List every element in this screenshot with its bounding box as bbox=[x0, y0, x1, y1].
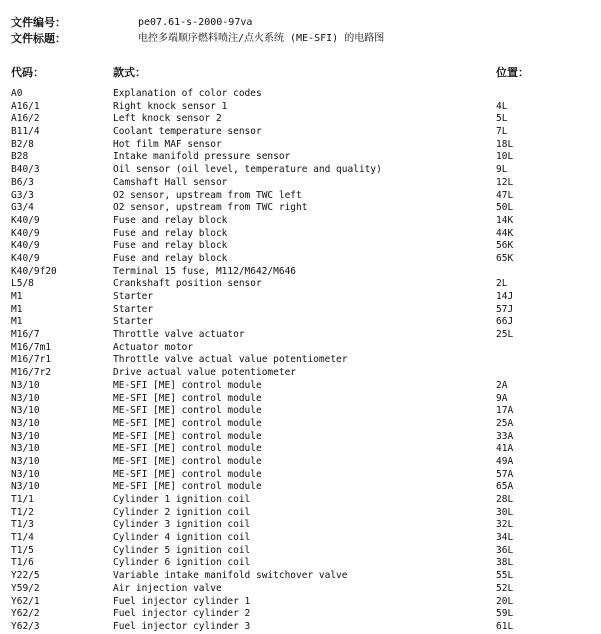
component-description: Actuator motor bbox=[113, 341, 194, 353]
component-position: 47L bbox=[496, 189, 514, 201]
component-description: O2 sensor, upstream from TWC right bbox=[113, 202, 308, 214]
component-description: Fuse and relay block bbox=[113, 214, 228, 226]
component-position: 57A bbox=[496, 468, 514, 480]
component-description: Crankshaft position sensor bbox=[113, 278, 262, 290]
component-description: ME-SFI [ME] control module bbox=[113, 443, 262, 455]
table-row bbox=[0, 545, 601, 558]
table-row bbox=[0, 151, 601, 164]
table-row bbox=[0, 608, 601, 621]
component-description: Starter bbox=[113, 316, 154, 328]
component-table bbox=[0, 88, 601, 634]
table-row bbox=[0, 393, 601, 406]
file-number-value: pe07.61-s-2000-97va bbox=[138, 17, 253, 28]
component-code: M1 bbox=[11, 291, 23, 302]
component-code: N3/10 bbox=[11, 392, 40, 404]
table-row bbox=[0, 456, 601, 469]
component-code: M1 bbox=[11, 303, 23, 315]
component-code: M16/7m1 bbox=[11, 341, 52, 353]
component-code: N3/10 bbox=[11, 481, 40, 493]
component-position: 66J bbox=[496, 316, 514, 328]
component-position: 65K bbox=[496, 252, 514, 264]
component-code: K40/9 bbox=[11, 227, 40, 239]
component-description: ME-SFI [ME] control module bbox=[113, 468, 262, 480]
component-description: Starter bbox=[113, 291, 154, 302]
table-row bbox=[0, 405, 601, 418]
component-code: T1/4 bbox=[11, 532, 34, 544]
component-position: 5L bbox=[496, 113, 508, 125]
table-row bbox=[0, 164, 601, 177]
component-position: 49A bbox=[496, 455, 514, 467]
component-description: ME-SFI [ME] control module bbox=[113, 392, 262, 404]
component-code: G3/4 bbox=[11, 202, 34, 214]
table-row bbox=[0, 557, 601, 570]
table-row bbox=[0, 304, 601, 317]
table-row bbox=[0, 329, 601, 342]
component-description: Starter bbox=[113, 303, 154, 315]
component-description: Camshaft Hall sensor bbox=[113, 176, 228, 188]
component-code: Y62/2 bbox=[11, 608, 40, 620]
component-position: 2L bbox=[496, 278, 508, 290]
component-position: 32L bbox=[496, 519, 514, 531]
component-description: ME-SFI [ME] control module bbox=[113, 430, 262, 442]
component-description: Oil sensor (oil level, temperature and quality) bbox=[113, 164, 382, 176]
component-code: G3/3 bbox=[11, 189, 34, 201]
component-description: Explanation of color codes bbox=[113, 88, 262, 99]
table-row bbox=[0, 342, 601, 355]
table-row bbox=[0, 532, 601, 545]
component-description: Intake manifold pressure sensor bbox=[113, 151, 291, 163]
component-description: Cylinder 1 ignition coil bbox=[113, 494, 251, 505]
component-description: ME-SFI [ME] control module bbox=[113, 417, 262, 429]
component-position: 57J bbox=[496, 303, 514, 315]
table-row bbox=[0, 202, 601, 215]
component-description: Throttle valve actual value potentiometer bbox=[113, 354, 348, 366]
component-description: ME-SFI [ME] control module bbox=[113, 455, 262, 467]
component-code: T1/3 bbox=[11, 519, 34, 531]
table-row bbox=[0, 101, 601, 114]
component-description: Cylinder 3 ignition coil bbox=[113, 519, 251, 531]
file-number-label: 文件编号： bbox=[11, 16, 66, 29]
component-position: 52L bbox=[496, 582, 514, 594]
component-position: 9A bbox=[496, 392, 508, 404]
table-row bbox=[0, 291, 601, 304]
component-position: 44K bbox=[496, 227, 514, 239]
component-description: Drive actual value potentiometer bbox=[113, 367, 297, 379]
table-row bbox=[0, 177, 601, 190]
component-position: 34L bbox=[496, 532, 514, 544]
component-description: ME-SFI [ME] control module bbox=[113, 405, 262, 417]
component-code: L5/8 bbox=[11, 278, 34, 290]
component-code: N3/10 bbox=[11, 430, 40, 442]
component-code: T1/6 bbox=[11, 557, 34, 569]
component-position: 56K bbox=[496, 240, 514, 252]
component-code: B40/3 bbox=[11, 164, 40, 176]
component-description: Coolant temperature sensor bbox=[113, 126, 262, 138]
component-description: Throttle valve actuator bbox=[113, 329, 245, 341]
file-title-label: 文件标题： bbox=[11, 32, 66, 45]
component-description: ME-SFI [ME] control module bbox=[113, 379, 262, 391]
table-row bbox=[0, 278, 601, 291]
component-position: 61L bbox=[496, 620, 514, 632]
component-code: K40/9 bbox=[11, 214, 40, 226]
component-description: Cylinder 2 ignition coil bbox=[113, 506, 251, 518]
component-description: Fuse and relay block bbox=[113, 227, 228, 239]
table-row bbox=[0, 469, 601, 482]
component-code: N3/10 bbox=[11, 405, 40, 417]
component-code: A16/1 bbox=[11, 100, 40, 112]
component-code: N3/10 bbox=[11, 379, 40, 391]
component-position: 33A bbox=[496, 430, 514, 442]
component-code: Y59/2 bbox=[11, 582, 40, 594]
component-code: K40/9 bbox=[11, 240, 40, 252]
component-description: ME-SFI [ME] control module bbox=[113, 481, 262, 493]
component-description: Terminal 15 fuse, M112/M642/M646 bbox=[113, 265, 297, 277]
component-description: Fuel injector cylinder 1 bbox=[113, 595, 251, 607]
table-row bbox=[0, 88, 601, 101]
component-position: 10L bbox=[496, 151, 514, 163]
component-description: Fuse and relay block bbox=[113, 252, 228, 264]
component-description: Cylinder 6 ignition coil bbox=[113, 557, 251, 569]
component-position: 2A bbox=[496, 379, 508, 391]
component-code: K40/9 bbox=[11, 252, 40, 264]
component-description: Fuel injector cylinder 2 bbox=[113, 608, 251, 620]
component-position: 12L bbox=[496, 176, 514, 188]
component-code: N3/10 bbox=[11, 443, 40, 455]
table-row bbox=[0, 481, 601, 494]
table-row bbox=[0, 443, 601, 456]
component-position: 30L bbox=[496, 506, 514, 518]
component-position: 4L bbox=[496, 100, 508, 112]
component-position: 14J bbox=[496, 291, 514, 302]
table-row bbox=[0, 190, 601, 203]
component-description: Cylinder 4 ignition coil bbox=[113, 532, 251, 544]
component-code: B11/4 bbox=[11, 126, 40, 138]
component-position: 25L bbox=[496, 329, 514, 341]
component-position: 65A bbox=[496, 481, 514, 493]
component-code: Y62/1 bbox=[11, 595, 40, 607]
component-description: O2 sensor, upstream from TWC left bbox=[113, 189, 302, 201]
component-description: Cylinder 5 ignition coil bbox=[113, 544, 251, 556]
table-row bbox=[0, 418, 601, 431]
component-position: 7L bbox=[496, 126, 508, 138]
component-position: 59L bbox=[496, 608, 514, 620]
column-header-description: 款式： bbox=[113, 66, 146, 79]
table-row bbox=[0, 519, 601, 532]
component-code: B6/3 bbox=[11, 176, 34, 188]
component-code: M16/7r2 bbox=[11, 367, 52, 379]
component-position: 14K bbox=[496, 214, 514, 226]
component-position: 41A bbox=[496, 443, 514, 455]
table-row bbox=[0, 621, 601, 634]
table-row bbox=[0, 583, 601, 596]
table-row bbox=[0, 113, 601, 126]
component-description: Left knock sensor 2 bbox=[113, 113, 222, 125]
file-title-value: 电控多端顺序燃料喷注/点火系统 (ME-SFI) 的电路图 bbox=[138, 33, 385, 44]
table-row bbox=[0, 570, 601, 583]
component-code: B28 bbox=[11, 151, 29, 163]
component-code: Y22/5 bbox=[11, 570, 40, 582]
component-description: Hot film MAF sensor bbox=[113, 138, 222, 150]
table-row bbox=[0, 494, 601, 507]
component-position: 38L bbox=[496, 557, 514, 569]
component-description: Air injection valve bbox=[113, 582, 222, 594]
component-code: K40/9f20 bbox=[11, 265, 57, 277]
table-row bbox=[0, 367, 601, 380]
component-position: 20L bbox=[496, 595, 514, 607]
table-row bbox=[0, 266, 601, 279]
table-row bbox=[0, 507, 601, 520]
component-position: 18L bbox=[496, 138, 514, 150]
component-code: A0 bbox=[11, 88, 23, 99]
component-code: B2/8 bbox=[11, 138, 34, 150]
table-row bbox=[0, 596, 601, 609]
component-code: M16/7 bbox=[11, 329, 40, 341]
column-header-code: 代码： bbox=[11, 66, 44, 79]
table-row bbox=[0, 240, 601, 253]
table-row bbox=[0, 228, 601, 241]
component-position: 36L bbox=[496, 544, 514, 556]
table-row bbox=[0, 253, 601, 266]
component-code: T1/2 bbox=[11, 506, 34, 518]
component-position: 50L bbox=[496, 202, 514, 214]
component-position: 17A bbox=[496, 405, 514, 417]
component-code: N3/10 bbox=[11, 455, 40, 467]
component-position: 55L bbox=[496, 570, 514, 582]
component-code: T1/5 bbox=[11, 544, 34, 556]
table-row bbox=[0, 354, 601, 367]
component-code: A16/2 bbox=[11, 113, 40, 125]
component-code: Y62/3 bbox=[11, 620, 40, 632]
column-header-position: 位置： bbox=[496, 66, 529, 79]
component-description: Variable intake manifold switchover valve bbox=[113, 570, 348, 582]
table-row bbox=[0, 380, 601, 393]
component-code: N3/10 bbox=[11, 468, 40, 480]
component-code: T1/1 bbox=[11, 494, 34, 505]
component-code: M16/7r1 bbox=[11, 354, 52, 366]
component-description: Fuel injector cylinder 3 bbox=[113, 620, 251, 632]
table-row bbox=[0, 215, 601, 228]
table-row bbox=[0, 139, 601, 152]
component-code: N3/10 bbox=[11, 417, 40, 429]
table-row bbox=[0, 316, 601, 329]
component-position: 25A bbox=[496, 417, 514, 429]
component-position: 28L bbox=[496, 494, 514, 505]
component-description: Fuse and relay block bbox=[113, 240, 228, 252]
table-row bbox=[0, 126, 601, 139]
component-description: Right knock sensor 1 bbox=[113, 100, 228, 112]
component-position: 9L bbox=[496, 164, 508, 176]
table-row bbox=[0, 431, 601, 444]
component-code: M1 bbox=[11, 316, 23, 328]
